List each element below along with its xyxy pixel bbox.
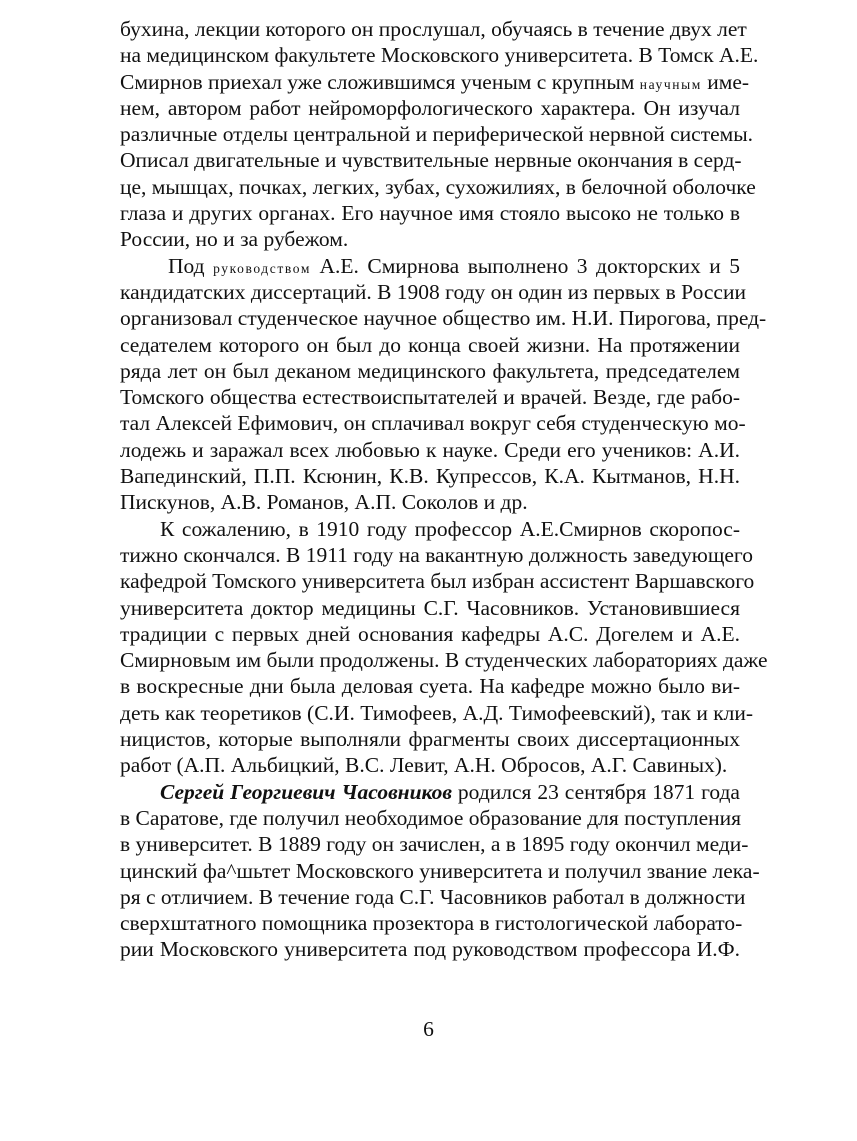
text-line: цинский фа^шьтет Московского университета и получил звание лека-	[120, 858, 760, 883]
text-line: кафедрой Томского университета был избран ассистент Варшавского	[120, 569, 755, 594]
page-number: 6	[423, 1017, 434, 1041]
text-line: нем, автором работ нейроморфологического характера. Он изучал	[120, 95, 740, 120]
text-line: рии Московского университета под руководством профессора И.Ф.	[120, 937, 740, 962]
text-line: на медицинском факультете Московского университета. В Томск А.Е.	[120, 43, 759, 68]
text-line: седателем которого он был до конца своей жизни. На протяжении	[120, 332, 740, 357]
text-line: лодежь и заражал всех любовью к науке. Среди его учеников: А.И.	[120, 437, 740, 462]
text-line: бухина, лекции которого он прослушал, обучаясь в течение двух лет	[120, 17, 747, 41]
text-line: К сожалению, в 1910 году профессор А.Е.Смирнов скоропос-	[160, 516, 740, 541]
text-line: тал Алексей Ефимович, он сплачивал вокруг себя студенческую мо-	[120, 411, 746, 436]
text-line: сверхштатного помощника прозектора в гистологической лаборато-	[120, 911, 743, 936]
text-line: Смирновым им были продолжены. В студенческих лабораториях даже	[120, 648, 768, 673]
text-line: Под руководством А.Е. Смирнова выполнено 3 докторских и 5	[168, 253, 740, 278]
text-line: Пискунов, А.В. Романов, А.П. Соколов и др.	[120, 490, 528, 515]
text-line: в университет. В 1889 году он зачислен, а в 1895 году окончил меди-	[120, 832, 749, 857]
text-line: Вапединский, П.П. Ксюнин, К.В. Купрессов, К.А. Кытманов, Н.Н.	[120, 464, 740, 489]
text-line: ницистов, которые выполняли фрагменты своих диссертационных	[120, 727, 740, 752]
text-line: кандидатских диссертаций. В 1908 году он один из первых в России	[120, 279, 746, 304]
text-line: организовал студенческое научное общество им. Н.И. Пирогова, пред-	[120, 306, 767, 331]
text-line: Описал двигательные и чувствительные нервные окончания в серд-	[120, 148, 742, 173]
text-line: различные отделы центральной и периферической нервной системы.	[120, 122, 754, 147]
text-line: тижно скончался. В 1911 году на вакантную должность заведующего	[120, 542, 753, 567]
text-line: Томского общества естествоиспытателей и врачей. Везде, где рабо-	[120, 385, 740, 410]
text-line: глаза и других органах. Его научное имя стояло высоко не только в	[120, 201, 740, 226]
text-line: Сергей Георгиевич Часовников родился 23 сентября 1871 года	[160, 779, 740, 804]
text-line: традиции с первых дней основания кафедры А.С. Догелем и А.Е.	[120, 621, 740, 646]
text-line: ряда лет он был деканом медицинского факультета, председателем	[120, 358, 740, 383]
text-line: в Саратове, где получил необходимое образование для поступления	[120, 805, 742, 830]
text-line: работ (А.П. Альбицкий, В.С. Левит, А.Н. Обросов, А.Г. Савиных).	[120, 753, 728, 778]
text-line: це, мышцах, почках, легких, зубах, сухожилиях, в белочной оболочке	[120, 174, 756, 199]
text-line: ря с отличием. В течение года С.Г. Часовников работал в должности	[120, 884, 746, 909]
person-name-emphasis: Сергей Георгиевич Часовников	[160, 779, 452, 804]
text-line: России, но и за рубежом.	[120, 227, 349, 252]
text-line: в воскресные дни была деловая суета. На кафедре можно было ви-	[120, 674, 740, 699]
text-line: деть как теоретиков (С.И. Тимофеев, А.Д. Тимофеевский), так и кли-	[120, 700, 754, 725]
text-line: Смирнов приехал уже сложившимся ученым с крупным научным име-	[120, 69, 750, 94]
text-line: университета доктор медицины С.Г. Часовников. Установившиеся	[120, 595, 740, 620]
body-text	[120, 16, 768, 963]
